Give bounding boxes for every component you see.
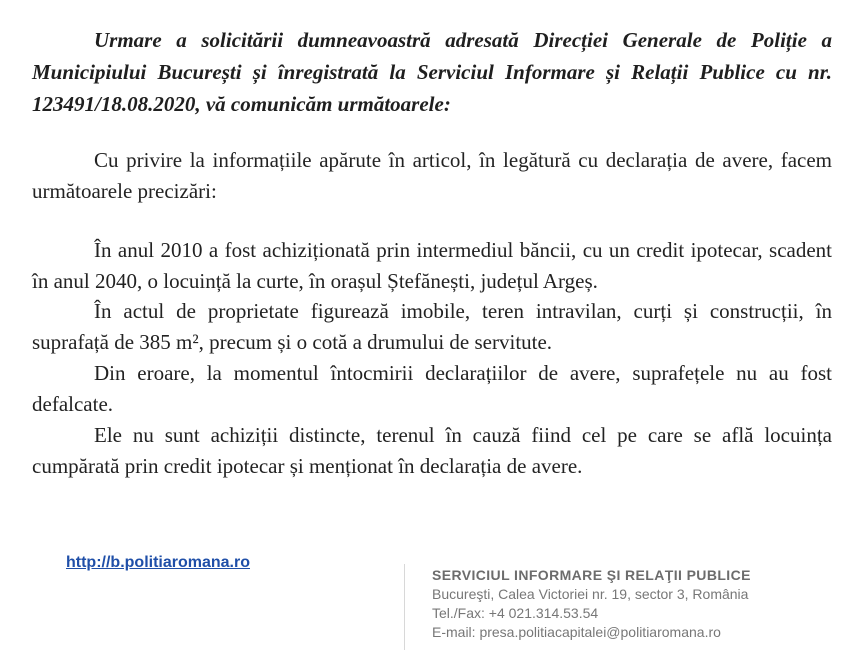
email-line: E-mail: presa.politiacapitalei@politiaromana.ro [432, 624, 721, 640]
website-link[interactable]: http://b.politiaromana.ro [66, 554, 250, 571]
address-line: Bucureşti, Calea Victoriei nr. 19, sector 3, România [432, 586, 749, 602]
intro-paragraph: Urmare a solicitării dumneavoastră adresată Direcției Generale de Poliție a Municipiului București și înregistrată la Serviciul Informare și Relații Publice cu nr. 123491/18.08.2020, vă comunicăm următoarele: [32, 28, 832, 116]
paragraph-1: Cu privire la informațiile apărute în articol, în legătură cu declarația de avere, facem următoarele precizări: [32, 148, 832, 203]
phone-line: Tel./Fax: +4 021.314.53.54 [432, 605, 599, 621]
department-name: SERVICIUL INFORMARE ŞI RELAŢII PUBLICE [432, 567, 751, 583]
paragraph-4: Din eroare, la momentul întocmirii declarațiilor de avere, suprafețele nu au fost defalcate. [32, 361, 832, 416]
paragraph-5: Ele nu sunt achiziții distincte, terenul în cauză fiind cel pe care se află locuința cumpărată prin credit ipotecar și menționat în declarația de avere. [32, 423, 832, 478]
footer-divider [404, 564, 405, 650]
paragraph-3: În actul de proprietate figurează imobile, teren intravilan, curți și construcții, în suprafață de 385 m², precum și o cotă a drumului de servitute. [32, 299, 832, 354]
footer-contact [432, 566, 751, 642]
paragraph-2: În anul 2010 a fost achiziționată prin intermediul băncii, cu un credit ipotecar, scadent în anul 2040, o locuință la curte, în orașul Ștefănești, județul Argeș. [32, 238, 832, 293]
